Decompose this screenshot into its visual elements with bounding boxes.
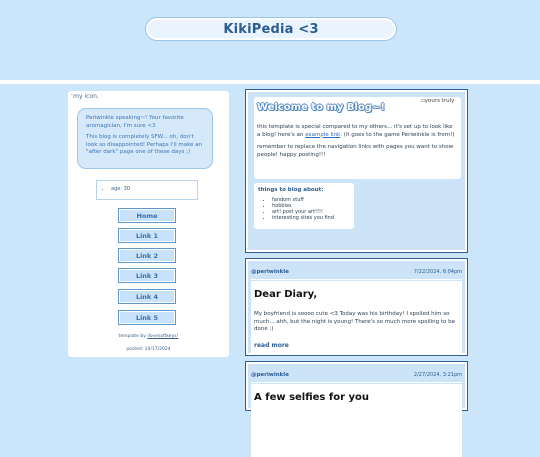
site-title: KikiPedia <3 [223, 21, 319, 37]
credit-link[interactable]: ilovesoftkeys! [147, 334, 179, 339]
welcome-paragraph-2: remember to replace the navigation links with pages you want to show people! happy posting!!! [257, 144, 454, 158]
stat-age: • age: 30 [111, 186, 197, 192]
post-title: Dear Diary, [254, 289, 318, 300]
things-item: • art! post your art!!!! [272, 209, 350, 215]
broken-image-icon: ▫yours truly [421, 98, 455, 104]
things-item: • interesting sites you find [272, 215, 350, 221]
sidebar [68, 91, 229, 357]
post-text: My boyfriend is soooo cute <3 Today was his birthday! I spoiled him so much... ahh, but the night is young! There's so much more spoiling to be done ;) [254, 311, 456, 332]
blog-post [245, 361, 468, 411]
profile-icon: ⁻my icon. [70, 93, 99, 100]
stats-box [96, 180, 198, 200]
example-link[interactable]: example link [305, 131, 341, 138]
top-divider [0, 80, 540, 84]
welcome-card [254, 97, 461, 179]
post-author[interactable]: @periwinkle [251, 269, 289, 275]
post-divider [251, 279, 462, 280]
things-title: things to blog about: [258, 187, 324, 193]
bio-box [77, 108, 213, 169]
things-item: • hobbies [272, 203, 350, 209]
post-body [251, 281, 462, 354]
nav-link-2-button[interactable]: Link 2 [118, 248, 176, 263]
nav-home-button[interactable]: Home [118, 208, 176, 223]
bio-paragraph: Periwinkle speaking~! Your favorite aromagician, I'm sure <3 [86, 115, 184, 129]
post-date: 2/27/2024, 3:21pm [413, 372, 462, 378]
blog-post [245, 258, 468, 356]
post-author[interactable]: @periwinkle [251, 372, 289, 378]
nav-link-3-button[interactable]: Link 3 [118, 268, 176, 283]
posted-date: posted: 10/17/2024 [126, 347, 171, 352]
things-item: • fandom stuff [272, 197, 350, 203]
things-box [254, 183, 354, 229]
post-date: 7/22/2024, 6:04pm [413, 269, 462, 275]
post-body [251, 384, 462, 457]
site-header [145, 17, 397, 41]
bio-paragraph: This blog is completely SFW... oh, don't look so disappointed! Perhaps I'll make an "after dark" page one of these days ;) [86, 134, 203, 155]
welcome-panel [245, 89, 468, 253]
welcome-title: Welcome to my Blog~! [257, 102, 385, 113]
read-more-link[interactable]: read more [254, 342, 289, 349]
template-credit: template by ilovesoftkeys! [118, 334, 179, 339]
nav-link-1-button[interactable]: Link 1 [118, 228, 176, 243]
nav-link-4-button[interactable]: Link 4 [118, 289, 176, 304]
welcome-paragraph-1: this template is special compared to my others... it's set up to look like a blog! here's an example link. (it goes to the game Periwinkle is from!) [257, 124, 455, 138]
welcome-text [257, 124, 457, 164]
nav-link-5-button[interactable]: Link 5 [118, 310, 176, 325]
post-divider [251, 382, 462, 383]
post-title: A few selfies for you [254, 392, 370, 403]
